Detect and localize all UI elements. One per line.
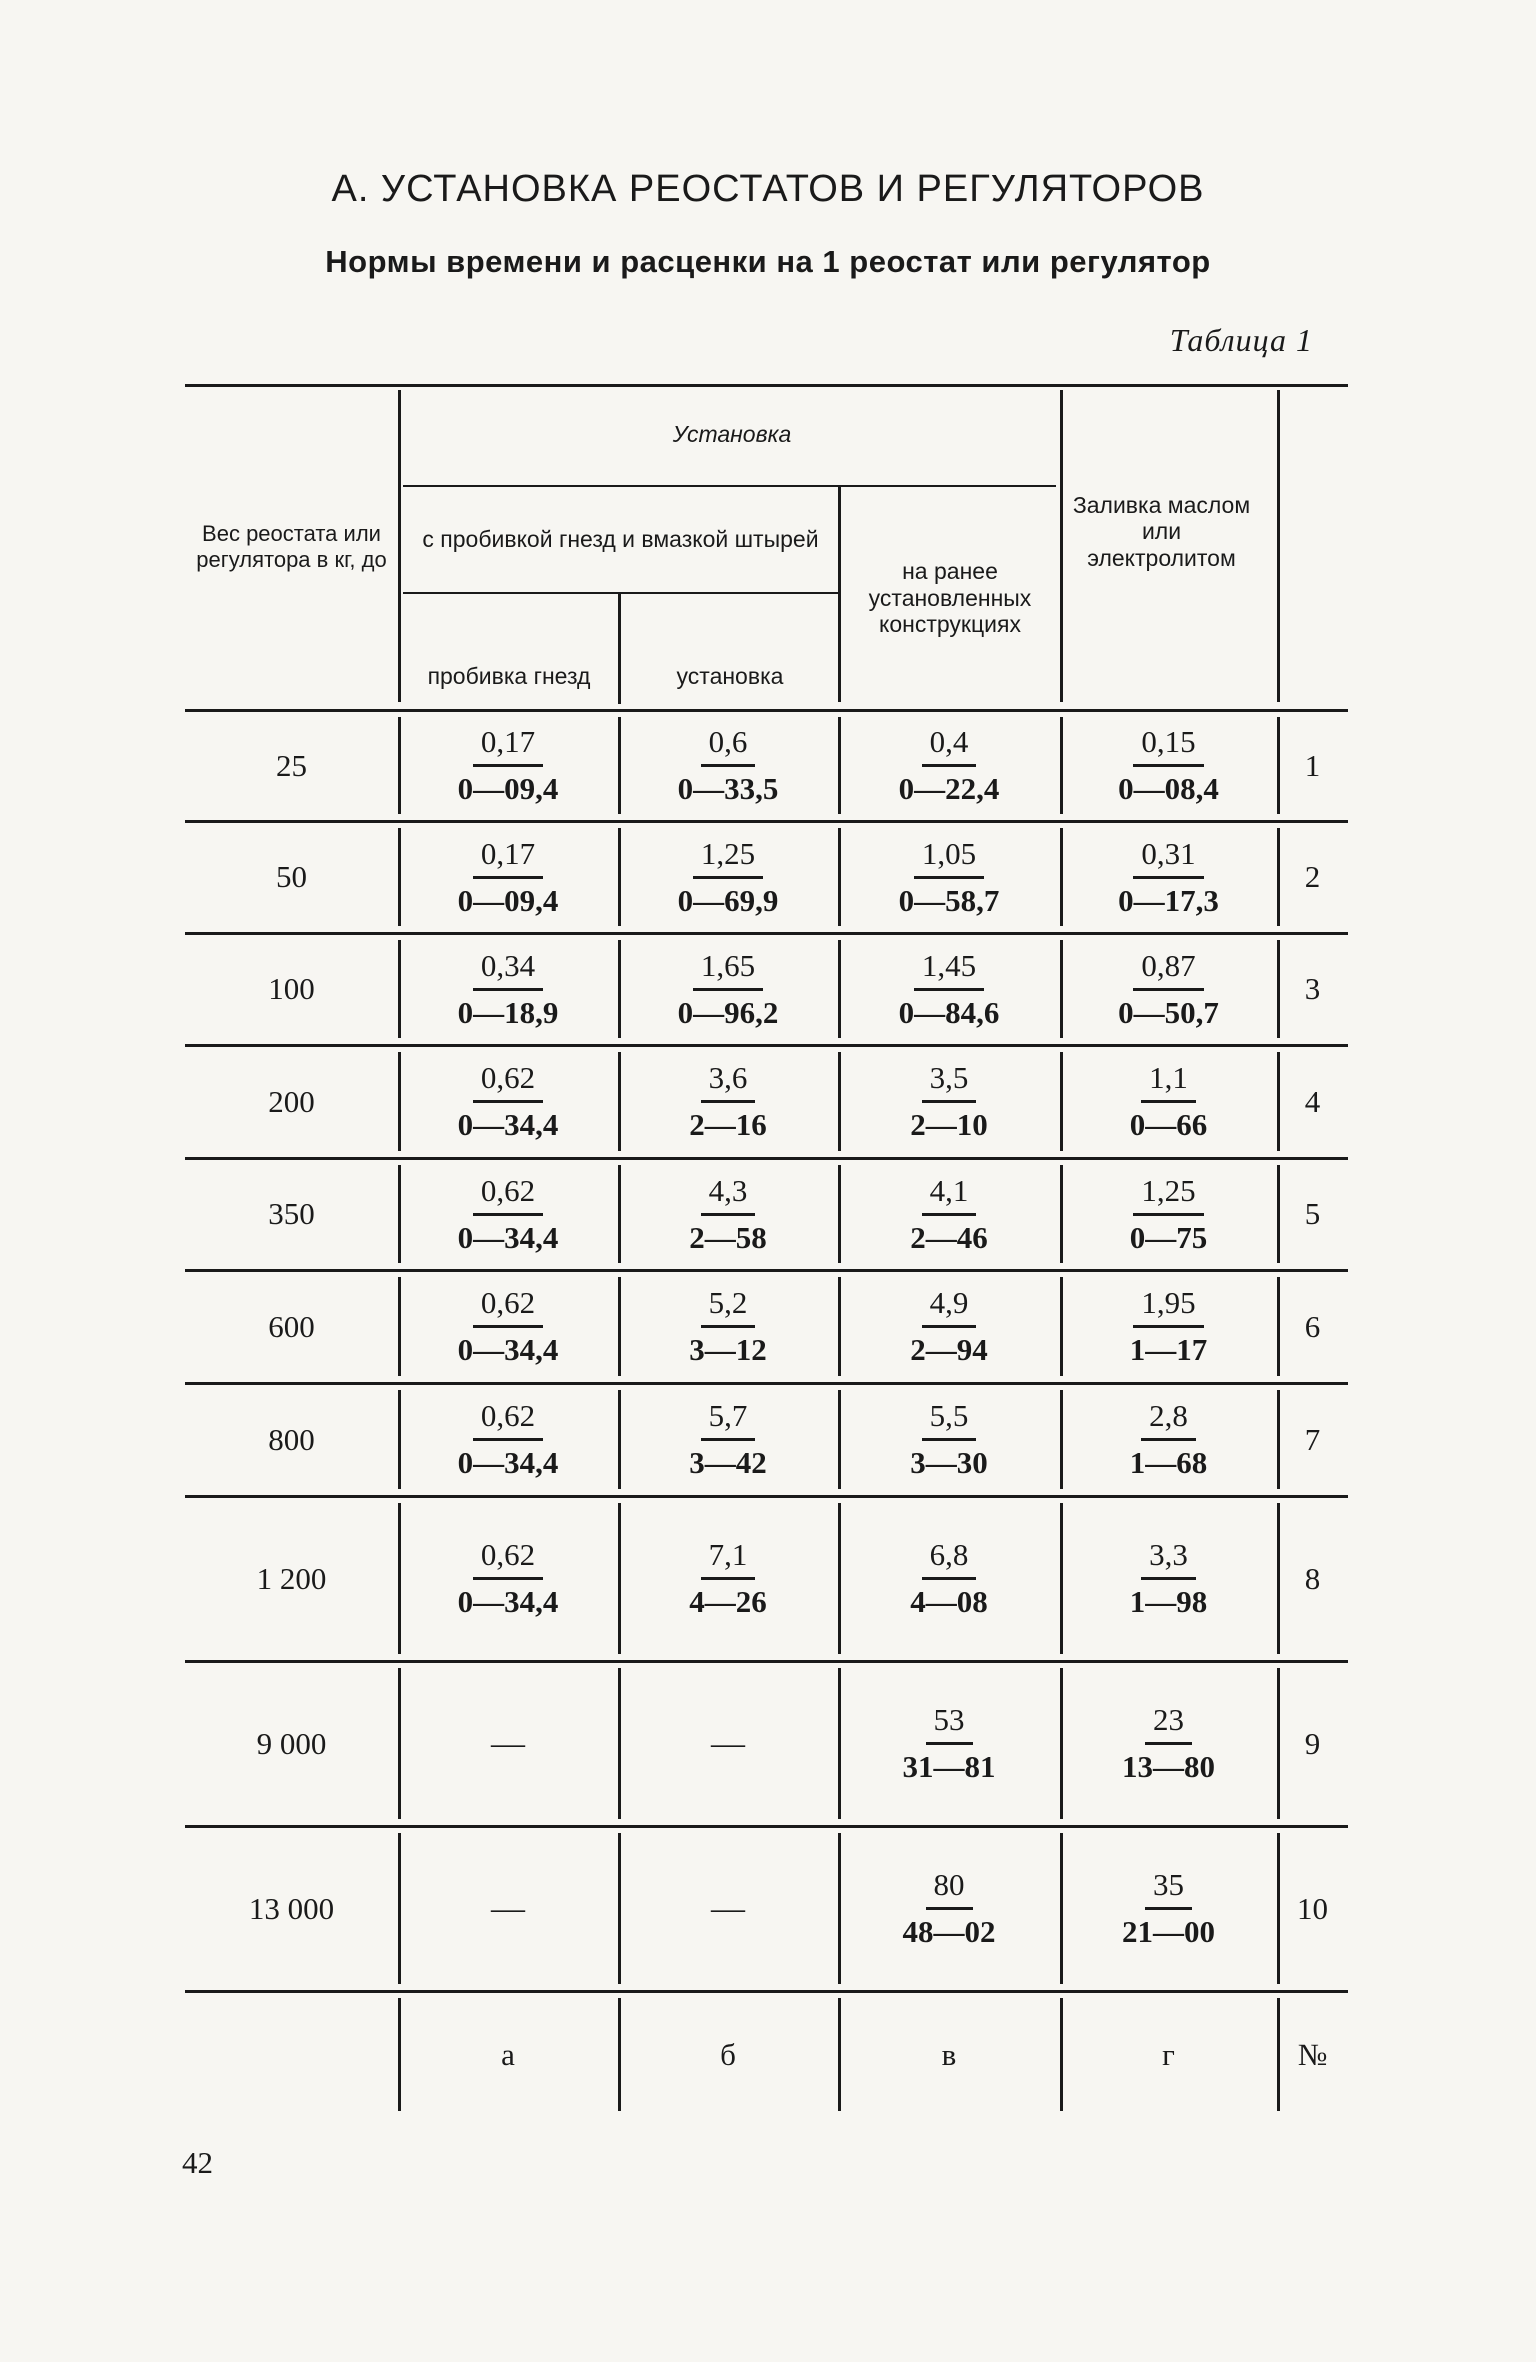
price-value: 13—80 [1122, 1749, 1215, 1784]
price-value: 0—58,7 [898, 882, 1000, 918]
norm-time-value: 5,7 [701, 1398, 756, 1441]
cell-no [1277, 1384, 1348, 1495]
norm-time-value: 1,95 [1133, 1285, 1203, 1328]
rate-fraction [1130, 1398, 1208, 1481]
norm-time-value: 1,05 [914, 836, 984, 879]
rate-fraction [903, 1867, 996, 1950]
rate-fraction [910, 1537, 988, 1620]
cell-b [618, 1497, 838, 1660]
rate-fraction [1122, 1702, 1215, 1785]
empty-dash: в [941, 2036, 957, 2072]
weight-value: 1 200 [256, 1560, 327, 1596]
rate-fraction [899, 724, 1000, 807]
header-on-existing: на ранее установленных конструкциях [868, 558, 1032, 638]
rate-fraction [689, 1537, 767, 1620]
norm-time-value: 1,25 [693, 836, 763, 879]
norm-time-value: 35 [1145, 1867, 1192, 1910]
price-value: 0—09,4 [457, 771, 559, 806]
norm-time-value: 0,17 [473, 836, 543, 879]
norm-time-value: 1,65 [693, 948, 763, 991]
cell-g [1060, 1159, 1277, 1269]
weight-value: 50 [276, 859, 307, 894]
header-installation: Установка [672, 420, 792, 447]
cell-c [838, 822, 1060, 932]
rate-fraction [458, 1173, 559, 1256]
cell-no [1277, 711, 1348, 820]
norm-time-value: 0,31 [1133, 836, 1203, 879]
rate-fraction [458, 1285, 559, 1368]
weight-value: 350 [268, 1196, 315, 1231]
price-value: 0—34,4 [457, 1107, 559, 1142]
price-value: 21—00 [1122, 1914, 1215, 1949]
cell-no [1277, 1046, 1348, 1157]
cell-g [1060, 1046, 1277, 1157]
rate-fraction [910, 1398, 988, 1481]
cell-no [1277, 1827, 1348, 1990]
row-number: 9 [1304, 1725, 1321, 1761]
cell-a [398, 1384, 618, 1495]
subtitle: Нормы времени и расценки на 1 реостат или регулятор [325, 244, 1211, 279]
norm-time-value: 53 [926, 1702, 973, 1745]
weight-value: 9 000 [256, 1725, 327, 1761]
cell-weight [185, 934, 398, 1044]
norm-time-value: 0,62 [473, 1285, 543, 1328]
norm-time-value: 3,6 [701, 1060, 756, 1103]
header-filling: Заливка маслом или электролитом [1072, 492, 1251, 571]
rate-fraction [689, 1398, 767, 1481]
cell-a [398, 1497, 618, 1660]
price-value: 3—30 [910, 1445, 988, 1480]
price-value: 0—50,7 [1118, 994, 1219, 1030]
cell-g [1060, 1662, 1277, 1825]
rate-fraction [689, 1060, 767, 1143]
cell-b [618, 1384, 838, 1495]
rate-fraction [678, 836, 779, 919]
row-number: 7 [1304, 1421, 1321, 1457]
norm-time-value: 0,62 [473, 1060, 543, 1103]
cell-c [838, 1271, 1060, 1382]
cell-weight [185, 711, 398, 820]
row-number: 10 [1297, 1890, 1328, 1926]
norm-time-value: 0,15 [1133, 724, 1203, 767]
norms-table [185, 384, 1348, 2119]
cell-c [838, 1662, 1060, 1825]
row-number: № [1297, 2036, 1328, 2072]
cell-a [398, 1827, 618, 1990]
row-number: 2 [1304, 859, 1321, 894]
price-value: 2—16 [689, 1107, 767, 1142]
price-value: 2—58 [689, 1219, 767, 1255]
norm-time-value: 0,87 [1133, 948, 1203, 991]
cell-a [398, 822, 618, 932]
cell-c [838, 711, 1060, 820]
rate-fraction [1118, 836, 1219, 919]
price-value: 4—26 [689, 1584, 767, 1619]
price-value: 0—33,5 [677, 771, 779, 806]
cell-g [1060, 822, 1277, 932]
norm-time-value: 1,1 [1141, 1060, 1196, 1103]
cell-no [1277, 822, 1348, 932]
rate-fraction [689, 1173, 767, 1256]
rate-fraction [1118, 724, 1219, 807]
header-col-divider [838, 487, 841, 702]
cell-b [618, 1662, 838, 1825]
cell-a [398, 934, 618, 1044]
cell-weight [185, 1046, 398, 1157]
rate-fraction [678, 724, 779, 807]
norm-time-value: 0,34 [473, 948, 543, 991]
column-letter-no [1277, 1992, 1348, 2117]
cell-b [618, 711, 838, 820]
empty-dash: — [491, 1889, 525, 1927]
cell-weight [185, 1159, 398, 1269]
price-value: 0—75 [1129, 1219, 1208, 1255]
empty-dash: б [720, 2036, 736, 2072]
weight-value: 200 [268, 1083, 315, 1119]
cell-g [1060, 1271, 1277, 1382]
weight-value: 25 [276, 747, 307, 783]
cell-g [1060, 1384, 1277, 1495]
cell-c [838, 1827, 1060, 1990]
row-number: 6 [1304, 1308, 1321, 1344]
rate-fraction [899, 948, 1000, 1031]
cell-a [398, 711, 618, 820]
norm-time-value: 5,2 [701, 1285, 756, 1328]
norm-time-value: 0,62 [473, 1173, 543, 1216]
cell-weight [185, 1384, 398, 1495]
price-value: 4—08 [910, 1584, 988, 1619]
cell-weight [185, 1662, 398, 1825]
cell-c [838, 1497, 1060, 1660]
norm-time-value: 4,3 [701, 1173, 756, 1216]
cell-weight [185, 1497, 398, 1660]
row-number: 3 [1304, 971, 1321, 1006]
price-value: 31—81 [902, 1749, 996, 1784]
price-value: 2—10 [910, 1107, 988, 1142]
cell-g [1060, 934, 1277, 1044]
price-value: 0—34,4 [457, 1219, 559, 1255]
rate-fraction [903, 1702, 996, 1785]
cell-weight [185, 1827, 398, 1990]
rate-fraction [910, 1173, 988, 1256]
row-number: 4 [1304, 1083, 1321, 1119]
price-value: 0—34,4 [457, 1584, 559, 1619]
empty-dash: а [501, 2036, 515, 2072]
cell-a [398, 1046, 618, 1157]
price-value: 0—34,4 [457, 1445, 559, 1480]
price-value: 0—96,2 [677, 994, 779, 1030]
cell-b [618, 822, 838, 932]
header-col-divider [398, 390, 401, 702]
cell-g [1060, 1497, 1277, 1660]
row-number: 5 [1304, 1196, 1321, 1231]
price-value: 48—02 [902, 1914, 996, 1949]
price-value: 0—18,9 [457, 994, 559, 1030]
cell-no [1277, 1271, 1348, 1382]
cell-c [838, 1384, 1060, 1495]
price-value: 2—94 [910, 1332, 988, 1367]
norm-time-value: 0,17 [473, 724, 543, 767]
cell-b [618, 934, 838, 1044]
cell-b [618, 1271, 838, 1382]
rate-fraction [1122, 1867, 1215, 1950]
weight-value: 100 [268, 971, 315, 1006]
header-col-divider [1277, 390, 1280, 702]
price-value: 1—98 [1129, 1584, 1208, 1619]
price-value: 0—09,4 [457, 882, 559, 918]
cell-c [838, 1159, 1060, 1269]
cell-a [398, 1159, 618, 1269]
column-letter-g [1060, 1992, 1277, 2117]
price-value: 3—12 [689, 1332, 767, 1367]
rate-fraction [678, 948, 779, 1031]
header-weight: Вес реостата или регулятора в кг, до [196, 521, 387, 572]
cell-no [1277, 934, 1348, 1044]
norm-time-value: 2,8 [1141, 1398, 1196, 1441]
norm-time-value: 1,25 [1133, 1173, 1203, 1216]
empty-dash: — [491, 1724, 525, 1762]
rate-fraction [1130, 1173, 1208, 1256]
price-value: 2—46 [910, 1219, 988, 1255]
row-number: 1 [1304, 747, 1321, 783]
rate-fraction [458, 948, 559, 1031]
price-value: 0—69,9 [677, 882, 779, 918]
rate-fraction [910, 1060, 988, 1143]
price-value: 0—17,3 [1118, 882, 1219, 918]
rate-fraction [1130, 1537, 1208, 1620]
rate-fraction [1130, 1285, 1208, 1368]
rate-fraction [1130, 1060, 1208, 1143]
norm-time-value: 3,3 [1141, 1537, 1196, 1580]
price-value: 3—42 [689, 1445, 767, 1480]
weight-value: 800 [268, 1421, 315, 1457]
price-value: 0—84,6 [898, 994, 1000, 1030]
cell-no [1277, 1159, 1348, 1269]
norm-time-value: 0,4 [922, 724, 977, 767]
column-letter-b [618, 1992, 838, 2117]
section-title: А. УСТАНОВКА РЕОСТАТОВ И РЕГУЛЯТОРОВ [331, 168, 1205, 210]
rate-fraction [458, 1398, 559, 1481]
rate-fraction [458, 724, 559, 807]
norm-time-value: 5,5 [922, 1398, 977, 1441]
page-number: 42 [182, 2145, 213, 2180]
rate-fraction [689, 1285, 767, 1368]
price-value: 1—68 [1129, 1445, 1208, 1480]
weight-value: 600 [268, 1308, 315, 1344]
cell-no [1277, 1662, 1348, 1825]
empty-dash: г [1162, 2036, 1175, 2072]
rate-fraction [458, 836, 559, 919]
header-installation-sub: установка [676, 662, 784, 689]
empty-dash: — [711, 1724, 745, 1762]
row-number: 8 [1304, 1560, 1321, 1596]
cell-c [838, 1046, 1060, 1157]
cell-b [618, 1159, 838, 1269]
header-col-divider [618, 594, 621, 704]
header-with-punching: с пробивкой гнезд и вмазкой штырей [422, 526, 819, 553]
price-value: 0—08,4 [1118, 771, 1219, 806]
norm-time-value: 4,1 [922, 1173, 977, 1216]
price-value: 0—34,4 [457, 1332, 559, 1367]
norm-time-value: 6,8 [922, 1537, 977, 1580]
rate-fraction [910, 1285, 988, 1368]
price-value: 0—66 [1129, 1107, 1208, 1142]
cell-b [618, 1046, 838, 1157]
header-col-divider [1060, 390, 1063, 702]
rate-fraction [1118, 948, 1219, 1031]
norm-time-value: 1,45 [914, 948, 984, 991]
rate-fraction [899, 836, 1000, 919]
empty-dash: — [711, 1889, 745, 1927]
price-value: 1—17 [1129, 1332, 1208, 1367]
cell-weight [185, 822, 398, 932]
header-punching-sockets: пробивка гнезд [427, 662, 591, 689]
norm-time-value: 23 [1145, 1702, 1192, 1745]
norm-time-value: 0,6 [701, 724, 756, 767]
rate-fraction [458, 1060, 559, 1143]
norm-time-value: 80 [926, 1867, 973, 1910]
cell-g [1060, 1827, 1277, 1990]
weight-value: 13 000 [248, 1890, 335, 1926]
cell-g [1060, 711, 1277, 820]
cell-a [398, 1271, 618, 1382]
norm-time-value: 0,62 [473, 1398, 543, 1441]
price-value: 0—22,4 [898, 771, 1000, 806]
norm-time-value: 4,9 [922, 1285, 977, 1328]
cell-no [1277, 1497, 1348, 1660]
norm-time-value: 0,62 [473, 1537, 543, 1580]
cell-c [838, 934, 1060, 1044]
column-letter-a [398, 1992, 618, 2117]
norm-time-value: 3,5 [922, 1060, 977, 1103]
cell-weight [185, 1271, 398, 1382]
table-caption: Таблица 1 [1169, 322, 1313, 358]
cell-b [618, 1827, 838, 1990]
column-letter-c [838, 1992, 1060, 2117]
cell-a [398, 1662, 618, 1825]
rate-fraction [458, 1537, 559, 1620]
norm-time-value: 7,1 [701, 1537, 756, 1580]
